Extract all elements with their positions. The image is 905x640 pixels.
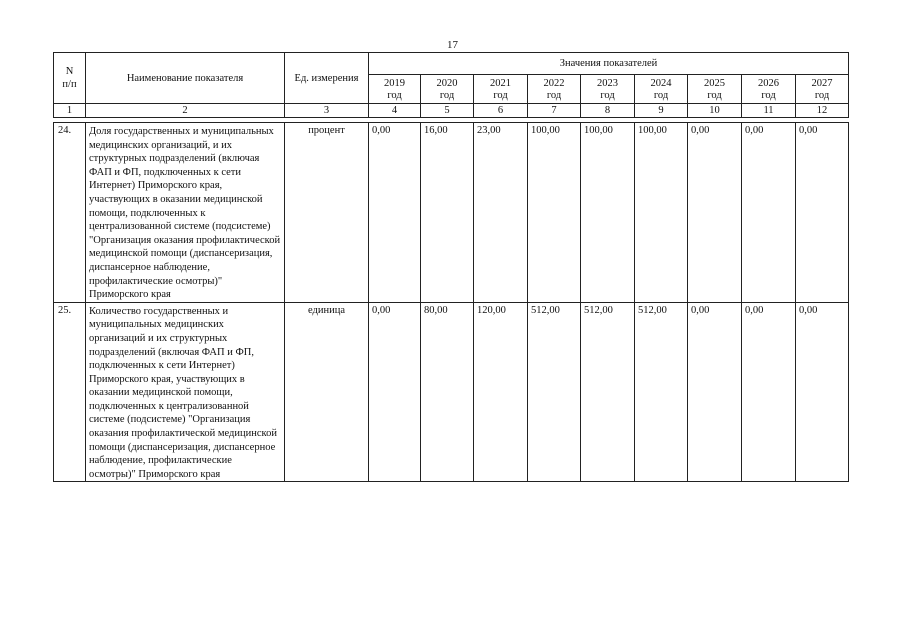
page-number: 17 xyxy=(447,39,458,51)
header-year-2019 xyxy=(369,75,421,104)
column-number: 7 xyxy=(528,104,581,118)
header-year-2027 xyxy=(796,75,849,104)
value-cell: 23,00 xyxy=(474,123,528,303)
header-values-group: Значения показателей xyxy=(369,53,849,75)
year-suffix: год xyxy=(439,89,455,101)
indicator-name: Количество государственных и муниципальных медицинских организаций и их структурных подразделений (включая ФАП и ФП, подключенных к сети Интернет) Приморского края, участвующих в оказании медицинской помощи, подключенных к централизованной системе (подсистеме) "Организация оказания профилактической медицинской помощи (диспансеризация, диспансерное наблюдение, профилактические осмотры)" Приморского края xyxy=(86,302,285,482)
value-cell: 0,00 xyxy=(369,123,421,303)
year-suffix: год xyxy=(761,89,776,101)
column-number: 6 xyxy=(474,104,528,118)
year-suffix: год xyxy=(653,89,669,101)
year-label: 2022 xyxy=(543,77,565,89)
row-number: 25. xyxy=(54,302,86,482)
year-suffix: год xyxy=(600,89,615,101)
year-suffix: год xyxy=(387,89,402,101)
indicator-name: Доля государственных и муниципальных медицинских организаций, и их структурных подразделений (включая ФАП и ФП, подключенных к сети Интернет) Приморского края, участвующих в оказании медицинской помощи, подключенных к централизованной системе (подсистеме) "Организация оказания профилактической медицинской помощи (диспансеризация, диспансерное наблюдение, профилактические осмотры)" Приморского края xyxy=(86,123,285,303)
value-cell: 0,00 xyxy=(688,302,742,482)
header-year-2020 xyxy=(421,75,474,104)
column-number: 8 xyxy=(581,104,635,118)
unit: процент xyxy=(285,123,369,303)
value-cell: 0,00 xyxy=(742,302,796,482)
column-number: 2 xyxy=(86,104,285,118)
year-suffix: год xyxy=(707,89,722,101)
header-year-2021 xyxy=(474,75,528,104)
value-cell: 512,00 xyxy=(635,302,688,482)
year-suffix: год xyxy=(814,89,830,101)
value-cell: 100,00 xyxy=(528,123,581,303)
header-year-2026 xyxy=(742,75,796,104)
header-unit-col: Ед. измерения xyxy=(285,53,369,104)
year-label: 2026 xyxy=(758,77,779,89)
year-label: 2023 xyxy=(597,77,618,89)
column-number: 4 xyxy=(369,104,421,118)
column-number: 11 xyxy=(742,104,796,118)
year-label: 2020 xyxy=(436,77,458,89)
header-year-2025 xyxy=(688,75,742,104)
value-cell: 80,00 xyxy=(421,302,474,482)
year-label: 2025 xyxy=(704,77,725,89)
year-label: 2024 xyxy=(650,77,672,89)
header-name-col: Наименование показателя xyxy=(86,53,285,104)
header-year-2022 xyxy=(528,75,581,104)
value-cell: 0,00 xyxy=(688,123,742,303)
value-cell: 16,00 xyxy=(421,123,474,303)
value-cell: 100,00 xyxy=(635,123,688,303)
value-cell: 0,00 xyxy=(796,123,849,303)
value-cell: 512,00 xyxy=(528,302,581,482)
year-label: 2021 xyxy=(490,77,511,89)
row-number: 24. xyxy=(54,123,86,303)
column-number: 12 xyxy=(796,104,849,118)
value-cell: 0,00 xyxy=(796,302,849,482)
header-year-2023 xyxy=(581,75,635,104)
column-number: 3 xyxy=(285,104,369,118)
year-label: 2027 xyxy=(811,77,833,89)
table-row xyxy=(54,123,849,303)
value-cell: 512,00 xyxy=(581,302,635,482)
year-suffix: год xyxy=(546,89,562,101)
column-number: 5 xyxy=(421,104,474,118)
column-number: 10 xyxy=(688,104,742,118)
column-number: 1 xyxy=(54,104,86,118)
unit: единица xyxy=(285,302,369,482)
year-suffix: год xyxy=(493,89,508,101)
header-num-col: N п/п xyxy=(54,53,86,104)
value-cell: 100,00 xyxy=(581,123,635,303)
value-cell: 120,00 xyxy=(474,302,528,482)
table-row xyxy=(54,302,849,482)
year-label: 2019 xyxy=(384,77,405,89)
header-year-2024 xyxy=(635,75,688,104)
value-cell: 0,00 xyxy=(742,123,796,303)
column-number: 9 xyxy=(635,104,688,118)
value-cell: 0,00 xyxy=(369,302,421,482)
indicators-table xyxy=(53,52,849,482)
